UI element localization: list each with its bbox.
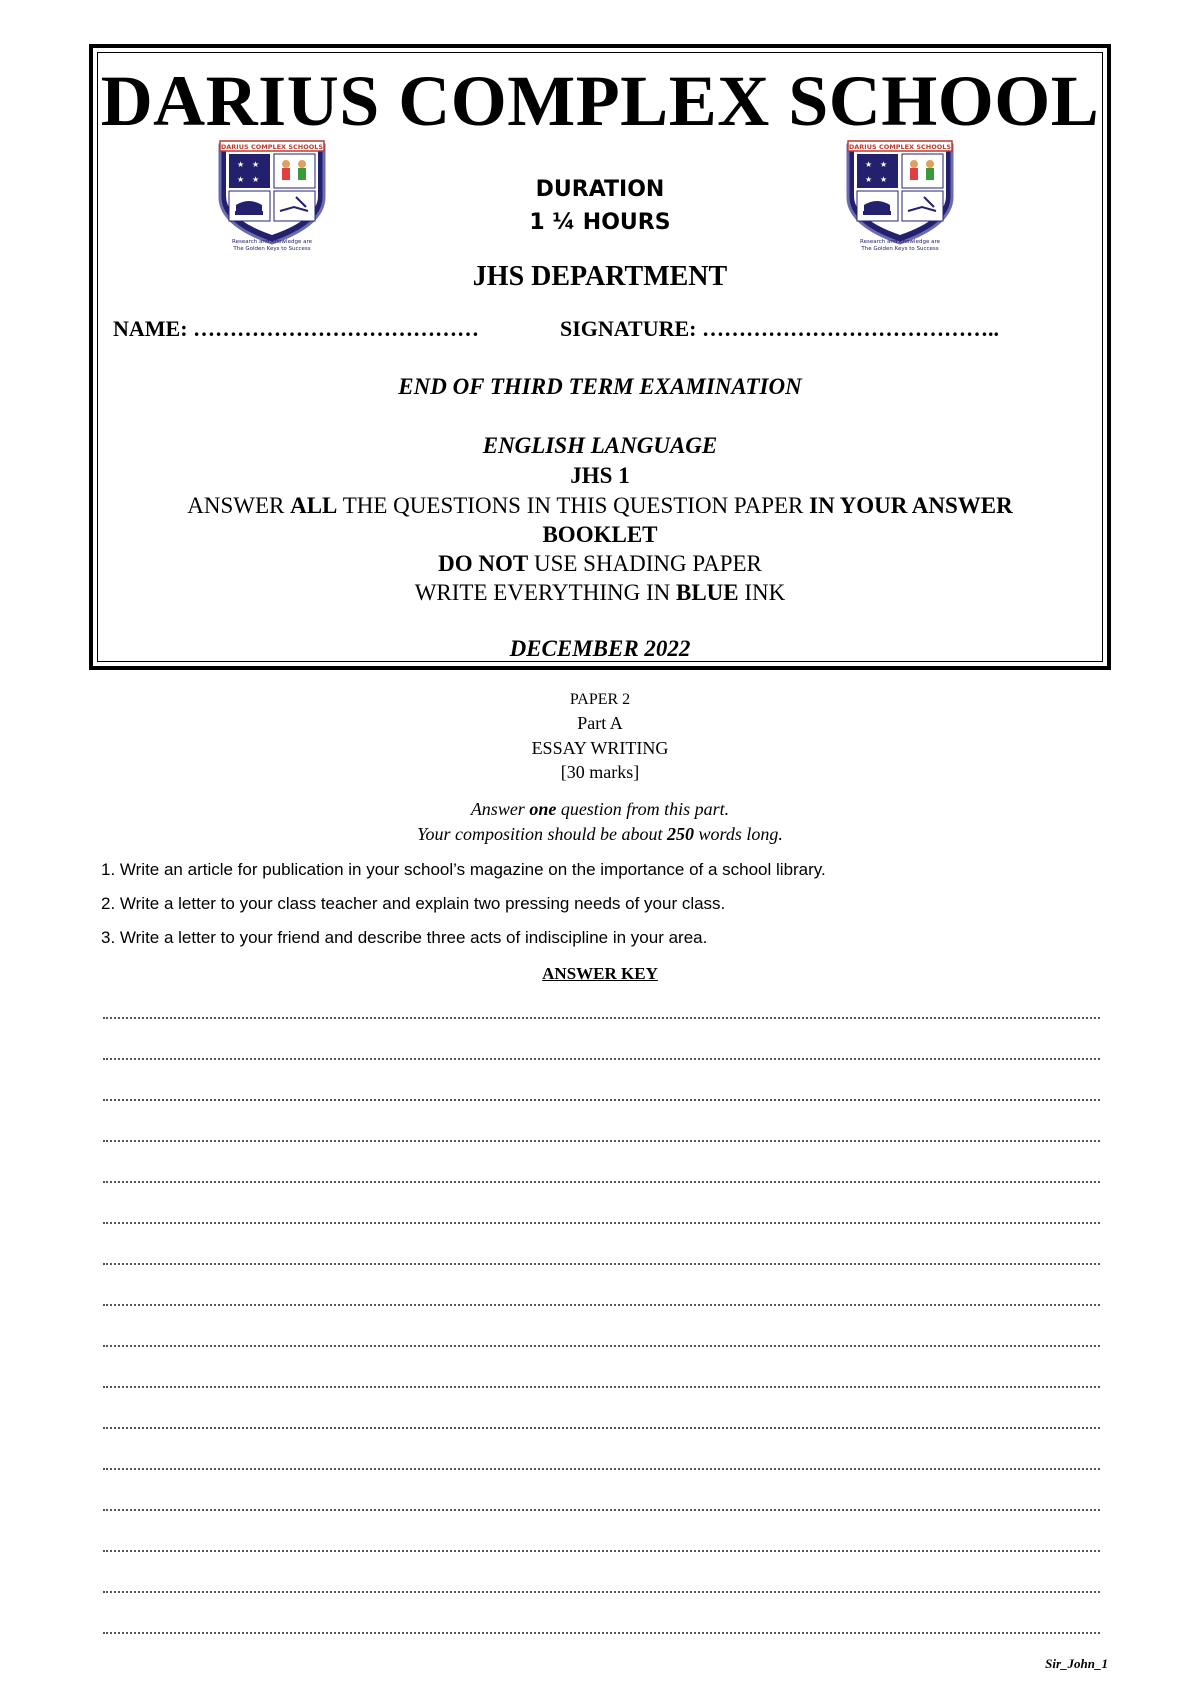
footer-credit: Sir_John_1	[1045, 1656, 1108, 1671]
instruction-4-part-b: BLUE	[675, 580, 739, 605]
section-marks: [30 marks]	[560, 762, 640, 782]
svg-text:★: ★	[865, 175, 873, 184]
svg-text:★: ★	[252, 160, 260, 169]
answer-key-heading: ANSWER KEY	[542, 964, 658, 983]
instruction-booklet: BOOKLET	[542, 522, 658, 547]
instruction-no-shading	[98, 549, 1102, 578]
instruction-1-part-d: IN YOUR ANSWER	[809, 493, 1013, 518]
answer-line[interactable]	[103, 1181, 1100, 1183]
logo-banner-text-left: DARIUS COMPLEX SCHOOLS	[220, 143, 324, 151]
department-title: JHS DEPARTMENT	[472, 261, 728, 292]
answer-line[interactable]	[103, 1550, 1100, 1552]
instr-one-a: Answer	[470, 799, 530, 819]
paper-number: PAPER 2	[569, 691, 631, 708]
answer-line[interactable]	[103, 1099, 1100, 1101]
svg-text:★: ★	[880, 175, 888, 184]
answer-line[interactable]	[103, 1304, 1100, 1306]
school-name: DARIUS COMPLEX SCHOOL	[100, 61, 1100, 141]
answer-line[interactable]	[103, 1468, 1100, 1470]
section-title: ESSAY WRITING	[531, 738, 669, 758]
exam-title: END OF THIRD TERM EXAMINATION	[398, 374, 802, 399]
question-2: 2. Write a letter to your class teacher and explain two pressing needs of your class.	[101, 894, 726, 913]
instruction-word-count	[0, 824, 1200, 845]
instr-words-b: 250	[667, 824, 694, 844]
instruction-4-part-c: INK	[738, 580, 786, 605]
svg-text:★: ★	[237, 160, 245, 169]
instr-one-c: question from this part.	[556, 799, 730, 819]
instruction-answer-one	[0, 799, 1200, 820]
answer-line[interactable]	[103, 1591, 1100, 1593]
instruction-answer-all	[98, 491, 1102, 520]
svg-text:★: ★	[252, 175, 260, 184]
signature-field[interactable]: SIGNATURE: …………………………………..	[560, 316, 1000, 341]
answer-line[interactable]	[103, 1017, 1100, 1019]
answer-line[interactable]	[103, 1427, 1100, 1429]
part-label: Part A	[577, 713, 623, 733]
class-level: JHS 1	[570, 463, 630, 488]
answer-line[interactable]	[103, 1386, 1100, 1388]
exam-header-inner-border	[97, 52, 1103, 662]
question-3: 3. Write a letter to your friend and describe three acts of indiscipline in your area.	[101, 928, 708, 947]
instruction-1-part-a: ANSWER	[187, 493, 291, 518]
duration-block	[98, 173, 1102, 239]
answer-line[interactable]	[103, 1140, 1100, 1142]
subject-title: ENGLISH LANGUAGE	[482, 433, 718, 458]
logo-motto-line2-left: The Golden Keys to Success	[233, 246, 311, 251]
answer-line[interactable]	[103, 1222, 1100, 1224]
logo-motto-line1-right: Research and Knowledge are	[860, 239, 940, 245]
instruction-1-part-b: ALL	[290, 493, 338, 518]
svg-text:★: ★	[237, 175, 245, 184]
instruction-1-part-c: THE QUESTIONS IN THIS QUESTION PAPER	[337, 493, 810, 518]
instr-words-c: words long.	[694, 824, 783, 844]
answer-line[interactable]	[103, 1263, 1100, 1265]
logo-motto-line1-left: Research and Knowledge are	[232, 239, 312, 245]
instruction-3-part-b: USE SHADING PAPER	[528, 551, 762, 576]
svg-text:★: ★	[865, 160, 873, 169]
duration-value: 1 ¼ HOURS	[529, 210, 671, 235]
instruction-4-part-a: WRITE EVERYTHING IN	[414, 580, 676, 605]
logo-motto-line2-right: The Golden Keys to Success	[861, 246, 939, 251]
answer-line[interactable]	[103, 1509, 1100, 1511]
question-1: 1. Write an article for publication in your school’s magazine on the importance of a school library.	[101, 860, 826, 879]
exam-header-box	[89, 44, 1111, 670]
logo-banner-text-right: DARIUS COMPLEX SCHOOLS	[848, 143, 952, 151]
instruction-blue-ink	[98, 578, 1102, 607]
answer-line[interactable]	[103, 1058, 1100, 1060]
instr-one-b: one	[529, 799, 557, 819]
name-field[interactable]: NAME: …………………………………	[113, 316, 480, 341]
answer-line[interactable]	[103, 1632, 1100, 1634]
instruction-3-part-a: DO NOT	[438, 551, 529, 576]
duration-label: DURATION	[535, 177, 665, 202]
instr-words-a: Your composition should be about	[417, 824, 667, 844]
answer-line[interactable]	[103, 1345, 1100, 1347]
svg-text:★: ★	[880, 160, 888, 169]
exam-month: DECEMBER 2022	[509, 636, 691, 661]
